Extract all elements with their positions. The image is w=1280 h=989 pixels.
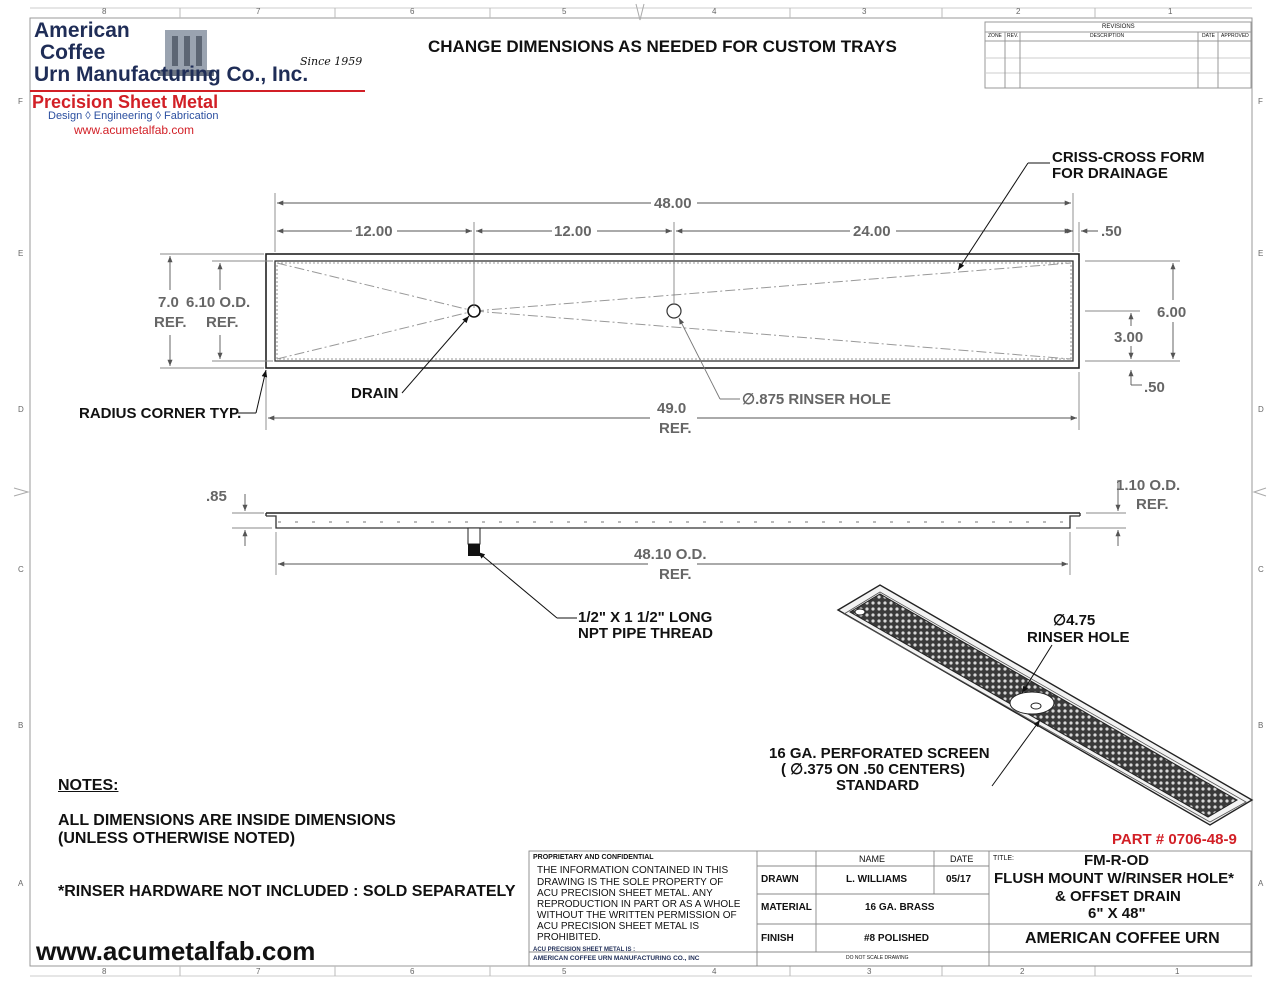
zone-row-d-left: D [18,405,24,414]
pipe-label-2: NPT PIPE THREAD [578,625,714,642]
no-scale-note: DO NOT SCALE DRAWING [846,955,909,961]
prop-line-5: WITHOUT THE WRITTEN PERMISSION OF [537,910,737,921]
top-view [266,254,1079,368]
zone-col-7-top: 7 [256,7,261,16]
radius-corner-label: RADIUS CORNER TYP. [79,405,242,422]
zone-row-b-left: B [18,721,24,730]
dim-seg1: 12.00 [355,223,393,240]
drawn-name: L. WILLIAMS [846,874,908,885]
criss-cross-label-2: FOR DRAINAGE [1052,165,1168,182]
zone-col-3-top: 3 [862,7,867,16]
dim-margin-right: .50 [1101,223,1122,240]
logo-tagline: Precision Sheet Metal [32,92,219,112]
dim-od-label: REF. [206,314,239,331]
screen-label-1: 16 GA. PERFORATED SCREEN [769,745,990,762]
dim-length-od: 48.10 O.D. [634,546,707,563]
prop-line-7: PROHIBITED. [537,932,601,943]
zone-row-f-left: F [18,97,23,106]
title-line-2: FLUSH MOUNT W/RINSER HOLE* [994,870,1234,887]
dim-overall-48: 48.00 [654,195,692,212]
criss-cross-label-1: CRISS-CROSS FORM [1052,149,1205,166]
notes-line-2: (UNLESS OTHERWISE NOTED) [58,830,296,847]
title-line-3: & OFFSET DRAIN [1055,888,1181,905]
dim-seg2: 12.00 [554,223,592,240]
pipe-label-1: 1/2" X 1 1/2" LONG [578,609,713,626]
finish-value: #8 POLISHED [864,933,930,944]
date-head: DATE [950,854,974,864]
zone-col-2-top: 2 [1016,7,1021,16]
prop-line-6: ACU PRECISION SHEET METAL IS [537,921,700,932]
screen-label-3: STANDARD [836,777,920,794]
zone-col-6-top: 6 [410,7,415,16]
dim-seg3: 24.00 [853,223,891,240]
material-label: MATERIAL [761,902,812,913]
footer-url[interactable]: www.acumetalfab.com [36,936,316,966]
zone-col-5-bottom: 5 [562,967,567,976]
zone-row-c-left: C [18,565,24,574]
zone-col-6-bottom: 6 [410,967,415,976]
dim-od: 6.10 O.D. [186,294,251,311]
zone-row-a-left: A [18,879,24,888]
notes-heading: NOTES: [58,777,119,794]
zone-col-2-bottom: 2 [1020,967,1025,976]
zone-col-4-bottom: 4 [712,967,717,976]
zone-row-e-right: E [1258,249,1264,258]
rev-col-approved: APPROVED [1221,33,1249,39]
logo-american: American [34,19,130,42]
dim-length-od-label: REF. [659,566,692,583]
iso-rinser-dia: ∅4.75 [1053,612,1096,629]
zone-col-3-bottom: 3 [867,967,872,976]
title-line-4: 6" X 48" [1088,905,1146,922]
zone-col-4-top: 4 [712,7,717,16]
zone-row-e-left: E [18,249,24,258]
prop-line-3: ACU PRECISION SHEET METAL. ANY [537,888,713,899]
dim-height-od-label: REF. [1136,496,1169,513]
logo-urn-mfg: Urn Manufacturing Co., Inc. [34,63,309,86]
dim-height-ref: 7.0 [158,294,179,311]
dim-height-ref-label: REF. [154,314,187,331]
zone-col-1-top: 1 [1168,7,1173,16]
dim-inner-height: 6.00 [1157,304,1187,321]
drawn-label: DRAWN [761,874,799,885]
prop-heading: PROPRIETARY AND CONFIDENTIAL [533,854,654,861]
zone-col-5-top: 5 [562,7,567,16]
title-label: TITLE: [993,855,1015,862]
iso-rinser-label: RINSER HOLE [1027,629,1130,646]
screen-label-2: ( ∅.375 ON .50 CENTERS) [781,761,965,778]
dim-margin-bottom: .50 [1144,379,1165,396]
zone-row-a-right: A [1258,879,1264,888]
rev-col-date: DATE [1202,33,1215,39]
finish-label: FINISH [761,933,794,944]
prop-line-1: THE INFORMATION CONTAINED IN THIS [537,865,729,876]
dim-height-od: 1.10 O.D. [1116,477,1181,494]
zone-col-1-bottom: 1 [1175,967,1180,976]
logo-services: Design ◊ Engineering ◊ Fabrication [48,110,219,122]
logo-url[interactable]: www.acumetalfab.com [74,123,195,137]
prop-line-4: REPRODUCTION IN PART OR AS A WHOLE [537,899,741,910]
notes-line-1: ALL DIMENSIONS ARE INSIDE DIMENSIONS [58,812,396,829]
part-number: PART # 0706-48-9 [1112,831,1237,848]
zone-col-8-top: 8 [102,7,107,16]
rinser-hole-label: ∅.875 RINSER HOLE [742,391,891,408]
rev-col-rev: REV. [1007,33,1019,39]
dim-half-height: 3.00 [1114,329,1144,346]
zone-row-c-right: C [1258,565,1264,574]
name-head: NAME [859,854,886,864]
drawn-date: 05/17 [946,874,972,885]
drain-label: DRAIN [351,385,399,402]
logo-since: Since 1959 [300,55,363,68]
zone-col-8-bottom: 8 [102,967,107,976]
zone-col-7-bottom: 7 [256,967,261,976]
dim-overall-ref: 49.0 [657,400,687,417]
revisions-title: REVISIONS [1102,24,1135,30]
zone-row-d-right: D [1258,405,1264,414]
notes-line-3: *RINSER HARDWARE NOT INCLUDED : SOLD SEPARATELY [58,883,516,900]
dim-overall-ref-label: REF. [659,420,692,437]
company-name: AMERICAN COFFEE URN [1025,930,1220,947]
material-value: 16 GA. BRASS [865,902,935,913]
prop-line-9: AMERICAN COFFEE URN MANUFACTURING CO., INC [533,955,700,962]
prop-line-2: DRAWING IS THE SOLE PROPERTY OF [537,877,724,888]
title-line-1: FM-R-OD [1084,852,1149,869]
prop-line-8: ACU PRECISION SHEET METAL IS : [533,947,636,953]
zone-row-f-right: F [1258,97,1263,106]
rev-col-description: DESCRIPTION [1090,33,1125,39]
dim-depth: .85 [206,488,227,505]
header-note: CHANGE DIMENSIONS AS NEEDED FOR CUSTOM TRAYS [428,37,897,56]
rev-col-zone: ZONE [988,33,1002,39]
zone-row-b-right: B [1258,721,1264,730]
logo-coffee: Coffee [40,41,106,64]
